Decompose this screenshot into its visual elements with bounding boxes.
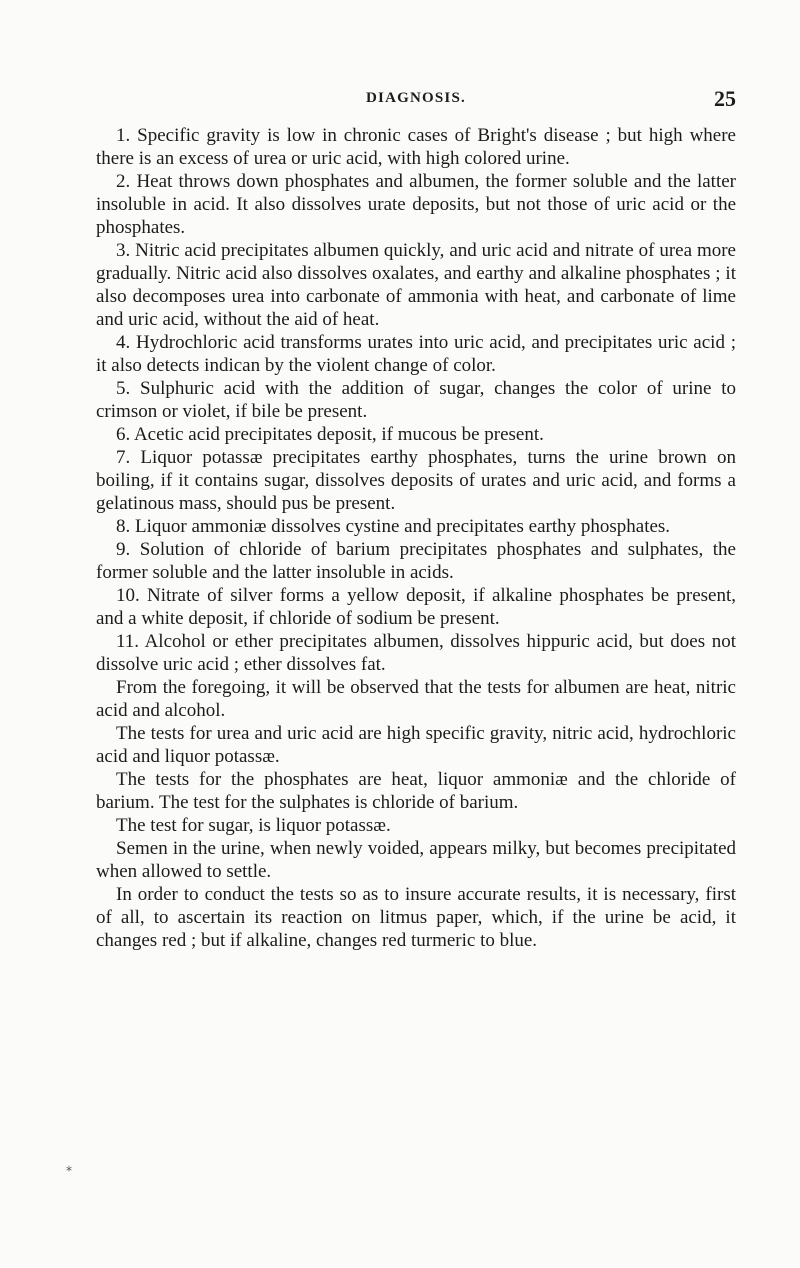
paragraph-11: 11. Alcohol or ether precipitates albumen, dissolves hippuric acid, but does not dissolve uric acid ; ether dissolves fat. xyxy=(96,631,736,675)
paragraph-17: In order to conduct the tests so as to insure accurate results, it is necessary, first of all, to ascertain its reaction on litmus paper, which, if the urine be acid, it changes red ; but if alkaline, changes red turmeric to blue. xyxy=(96,884,736,951)
paragraph-1: 1. Specific gravity is low in chronic cases of Bright's disease ; but high where there is an excess of urea or uric acid, with high colored urine. xyxy=(96,125,736,169)
page-number: 25 xyxy=(714,86,736,111)
paragraph-4: 4. Hydrochloric acid transforms urates into uric acid, and precipitates uric acid ; it also detects indican by the violent change of color. xyxy=(96,332,736,376)
margin-mark-icon: ⁎ xyxy=(66,1160,72,1174)
paragraph-3: 3. Nitric acid precipitates albumen quickly, and uric acid and nitrate of urea more gradually. Nitric acid also dissolves oxalates, and earthy and alkaline phosphates ; it also decomposes urea into carbonate of ammonia with heat, and carbonate of lime and uric acid, without the aid of heat. xyxy=(96,240,736,330)
paragraph-15: The test for sugar, is liquor potassæ. xyxy=(116,815,391,836)
paragraph-10: 10. Nitrate of silver forms a yellow deposit, if alkaline phosphates be present, and a white deposit, if chloride of sodium be present. xyxy=(96,585,736,629)
paragraph-7: 7. Liquor potassæ precipitates earthy phosphates, turns the urine brown on boiling, if it contains sugar, dissolves deposits of urates and uric acid, and forms a gelatinous mass, should pus be present. xyxy=(96,447,736,514)
paragraph-12: From the foregoing, it will be observed that the tests for albumen are heat, nitric acid and alcohol. xyxy=(96,677,736,721)
paragraph-5: 5. Sulphuric acid with the addition of sugar, changes the color of urine to crimson or violet, if bile be present. xyxy=(96,378,736,422)
body-text xyxy=(96,124,736,952)
page-header xyxy=(96,86,736,112)
paragraph-13: The tests for urea and uric acid are high specific gravity, nitric acid, hydrochloric acid and liquor potassæ. xyxy=(96,723,736,767)
paragraph-8: 8. Liquor ammoniæ dissolves cystine and precipitates earthy phosphates. xyxy=(116,516,671,537)
paragraph-16: Semen in the urine, when newly voided, appears milky, but becomes precipitated when allowed to settle. xyxy=(96,838,736,882)
running-head: DIAGNOSIS. xyxy=(366,90,466,106)
paragraph-2: 2. Heat throws down phosphates and albumen, the former soluble and the latter insoluble in acid. It also dissolves urate deposits, but not those of uric acid or the phosphates. xyxy=(96,171,736,238)
paragraph-6: 6. Acetic acid precipitates deposit, if mucous be present. xyxy=(116,424,544,445)
paragraph-9: 9. Solution of chloride of barium precipitates phosphates and sulphates, the former soluble and the latter insoluble in acids. xyxy=(96,539,736,583)
paragraph-14: The tests for the phosphates are heat, liquor ammoniæ and the chloride of barium. The test for the sulphates is chloride of barium. xyxy=(96,769,736,813)
